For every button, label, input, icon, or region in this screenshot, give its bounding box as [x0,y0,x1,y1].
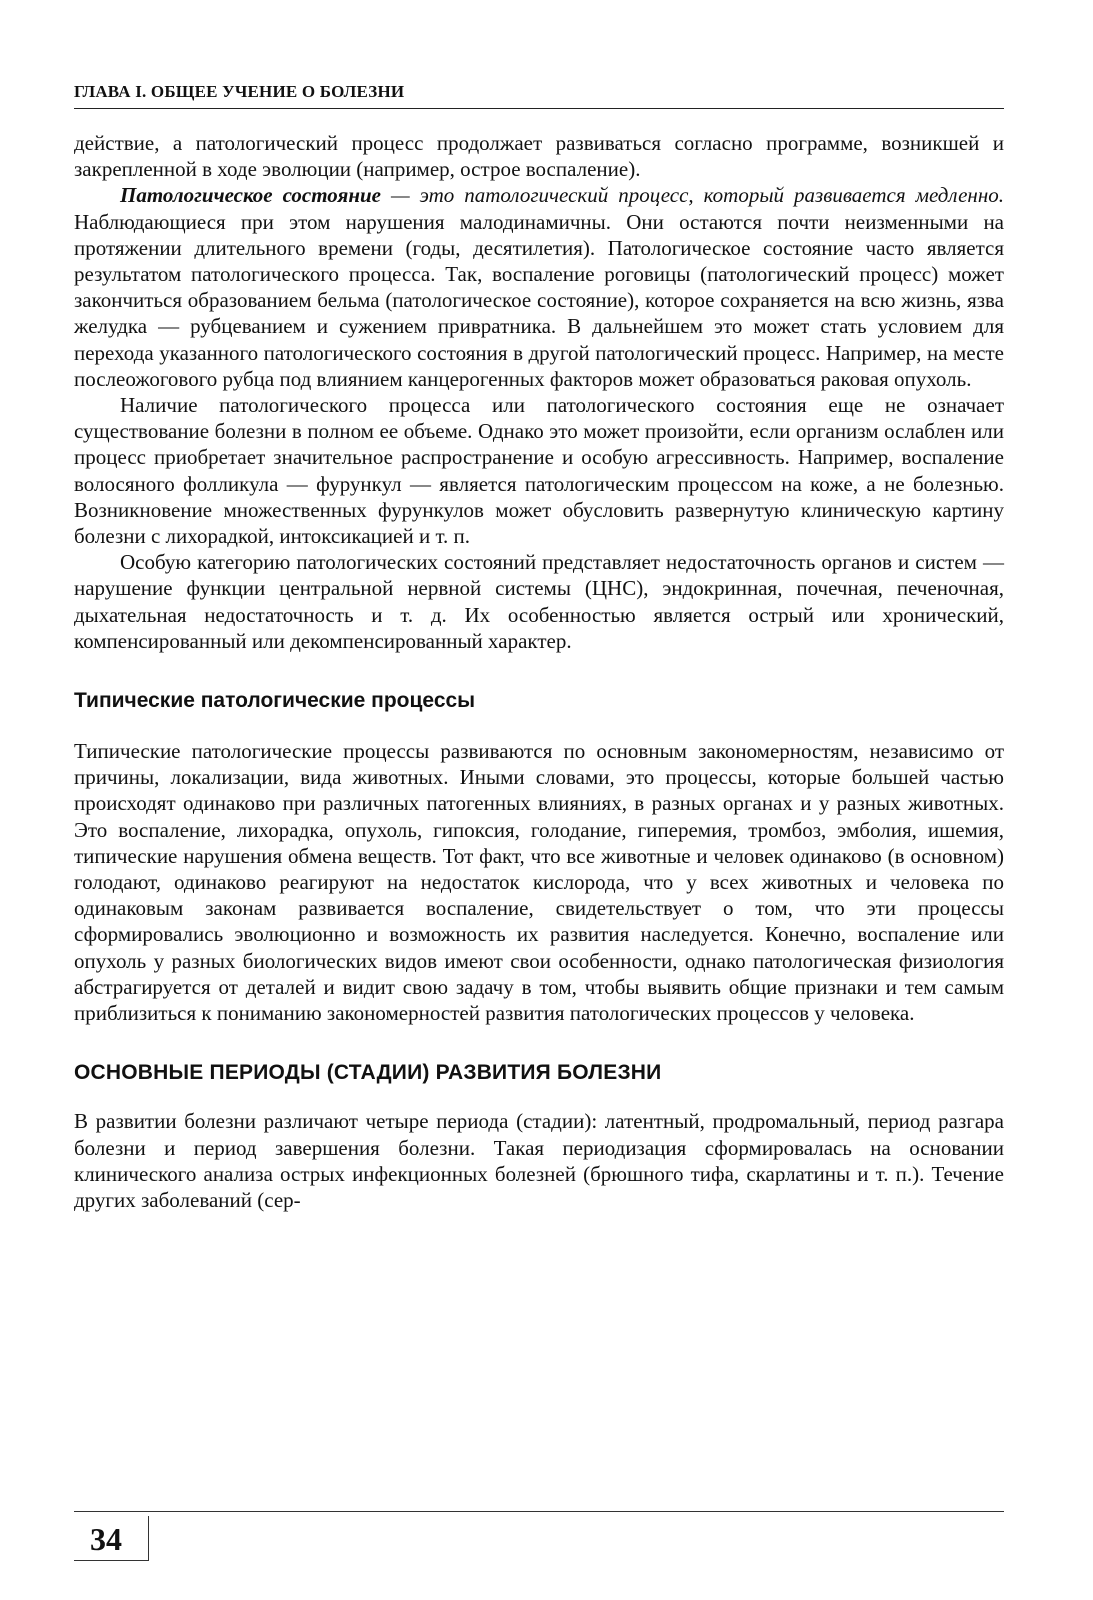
running-head: ГЛАВА I. ОБЩЕЕ УЧЕНИЕ О БОЛЕЗНИ [74,82,405,101]
header-rule [74,108,1004,109]
paragraph-4: Особую категорию патологических состояний представляет недостаточность органов и систем — нарушение функции центральной нервной системы (ЦНС), эндокринная, почечная, печеночная, дыхательная недостаточность и т. д. Их особенностью является острый или хронический, компенсированный или декомпенсированный характер. [74,550,1004,653]
paragraph-2 [74,182,1004,392]
footer-rule [74,1511,1004,1512]
page-body [74,130,1004,1213]
paragraph-1: действие, а патологический процесс продолжает развиваться согласно программе, возникшей и закрепленной в ходе эволюции (например, острое воспаление). [74,131,1004,182]
paragraph-3: Наличие патологического процесса или патологического состояния еще не означает существование болезни в полном ее объеме. Однако это может произойти, если организм ослаблен или процесс приобретает значительное распространение и особую агрессивность. Например, воспаление волосяного фолликула — фурункул — является патологическим процессом на коже, а не болезнью. Возникновение множественных фурункулов может обусловить развернутую клиническую картину болезни с лихорадкой, интоксикацией и т. п. [74,393,1004,549]
page-number: 34 [90,1521,122,1557]
paragraph-5: Типические патологические процессы развиваются по основным закономерностям, независимо от причины, локализации, вида животных. Иными словами, это процессы, которые большей частью происходят одинаково при различных патогенных влияниях, в разных органах и у разных животных. Это воспаление, лихорадка, опухоль, гипоксия, голодание, гиперемия, тромбоз, эмболия, ишемия, типические нарушения обмена веществ. Тот факт, что все животные и человек одинаково (в основном) голодают, одинаково реагируют на недостаток кислорода, что у всех животных и человека по одинаковым законам развивается воспаление, свидетельствует о том, что эти процессы сформировались эволюционно и возможность их развития наследуется. Конечно, воспаление или опухоль у разных биологических видов имеют свои особенности, однако патологическая физиология абстрагируется от деталей и видит свою задачу в том, чтобы выявить общие признаки и тем самым приблизиться к пониманию закономерностей развития патологических процессов у человека. [74,739,1004,1026]
term-pathological-state: Патологическое состояние [120,183,381,208]
section-heading-disease-periods: ОСНОВНЫЕ ПЕРИОДЫ (СТАДИИ) РАЗВИТИЯ БОЛЕЗНИ [74,1061,662,1085]
paragraph-2-text: Наблюдающиеся при этом нарушения малодинамичны. Они остаются почти неизменными на протяжении длительного времени (годы, десятилетия). Патологическое состояние часто является результатом патологического процесса. Так, воспаление роговицы (патологический процесс) может закончиться образованием бельма (патологическое состояние), которое сохраняется на всю жизнь, язва желудка — рубцеванием и сужением привратника. В дальнейшем это может стать условием для перехода указанного патологического состояния в другой патологический процесс. Например, на месте послеожогового рубца под влиянием канцерогенных факторов может образоваться раковая опухоль. [74,209,1004,391]
paragraph-6: В развитии болезни различают четыре периода (стадии): латентный, продромальный, период разгара болезни и период завершения болезни. Такая периодизация сформировалась на основании клинического анализа острых инфекционных болезней (брюшного тифа, скарлатины и т. п.). Течение других заболеваний (сер- [74,1109,1004,1212]
section-heading-typical-processes: Типические патологические процессы [74,689,476,713]
term-definition: — это патологический процесс, который развивается медленно. [381,183,1004,208]
